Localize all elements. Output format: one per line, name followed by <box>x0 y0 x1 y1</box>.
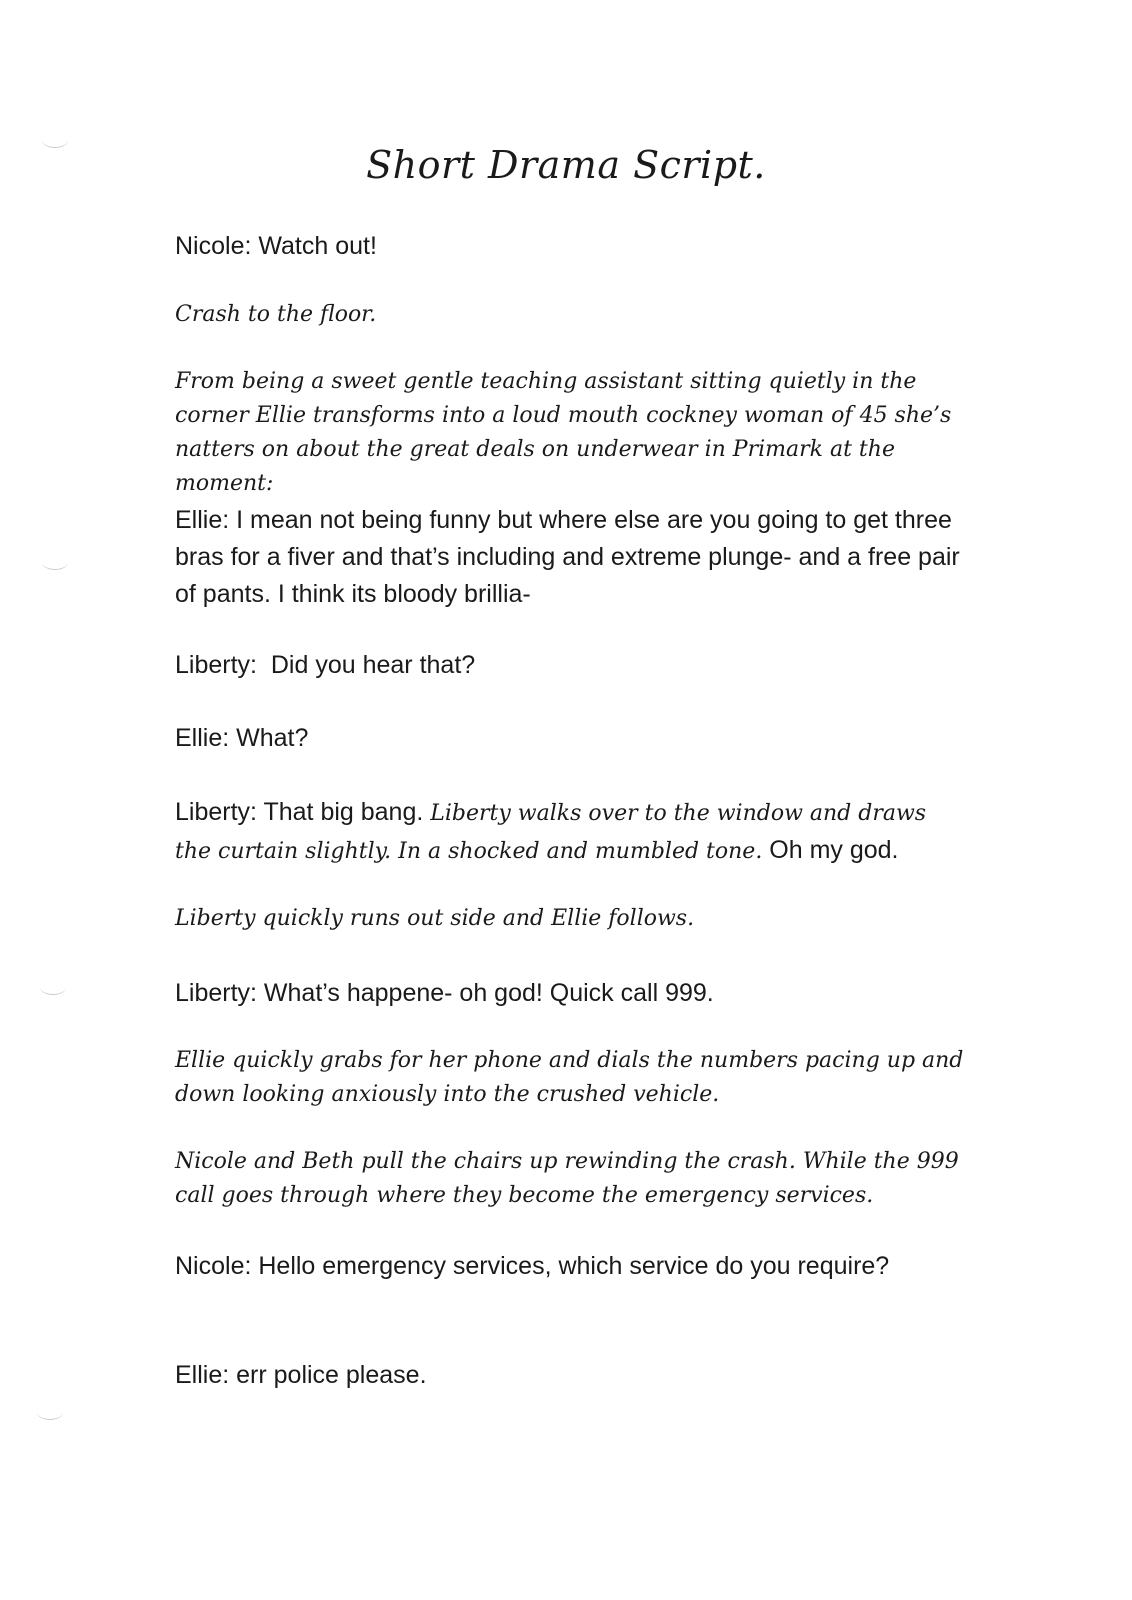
dialogue-speech: Oh my god. <box>769 836 899 864</box>
punch-hole-mark <box>37 1405 63 1420</box>
stage-direction: Crash to the floor. <box>175 302 377 327</box>
punch-hole-mark <box>42 555 68 570</box>
inline-stage-direction: Liberty walks over to the window and draws the curtain slightly. In a shocked and mumbled tone. <box>175 801 927 864</box>
document-title: Short Drama Script. <box>366 143 766 187</box>
punch-hole-mark <box>40 980 66 995</box>
dialogue-line: Liberty: What’s happene- oh god! Quick call 999. <box>175 979 714 1007</box>
stage-direction: Ellie quickly grabs for her phone and dials the numbers pacing up and down looking anxiously into the crushed vehicle. <box>175 1048 964 1107</box>
dialogue-line: Ellie: What? <box>175 724 309 752</box>
dialogue-line: Nicole: Hello emergency services, which service do you require? <box>175 1252 890 1280</box>
dialogue-line-with-direction <box>175 794 965 870</box>
dialogue-line: Ellie: err police please. <box>175 1361 427 1389</box>
stage-direction: Nicole and Beth pull the chairs up rewinding the crash. While the 999 call goes through where they become the emergency services. <box>175 1149 959 1208</box>
dialogue-speech: Liberty: That big bang. <box>175 798 424 826</box>
stage-direction: From being a sweet gentle teaching assistant sitting quietly in the corner Ellie transforms into a loud mouth cockney woman of 45 she’s natters on about the great deals on underwear in Primark at the moment: <box>175 369 952 496</box>
dialogue-line: Liberty: Did you hear that? <box>175 651 476 679</box>
stage-direction: Liberty quickly runs out side and Ellie follows. <box>175 906 695 931</box>
dialogue-line: Nicole: Watch out! <box>175 232 377 260</box>
dialogue-line: Ellie: I mean not being funny but where else are you going to get three bras for a fiver and that’s including and extreme plunge- and a free pair of pants. I think its bloody brillia- <box>175 506 960 608</box>
